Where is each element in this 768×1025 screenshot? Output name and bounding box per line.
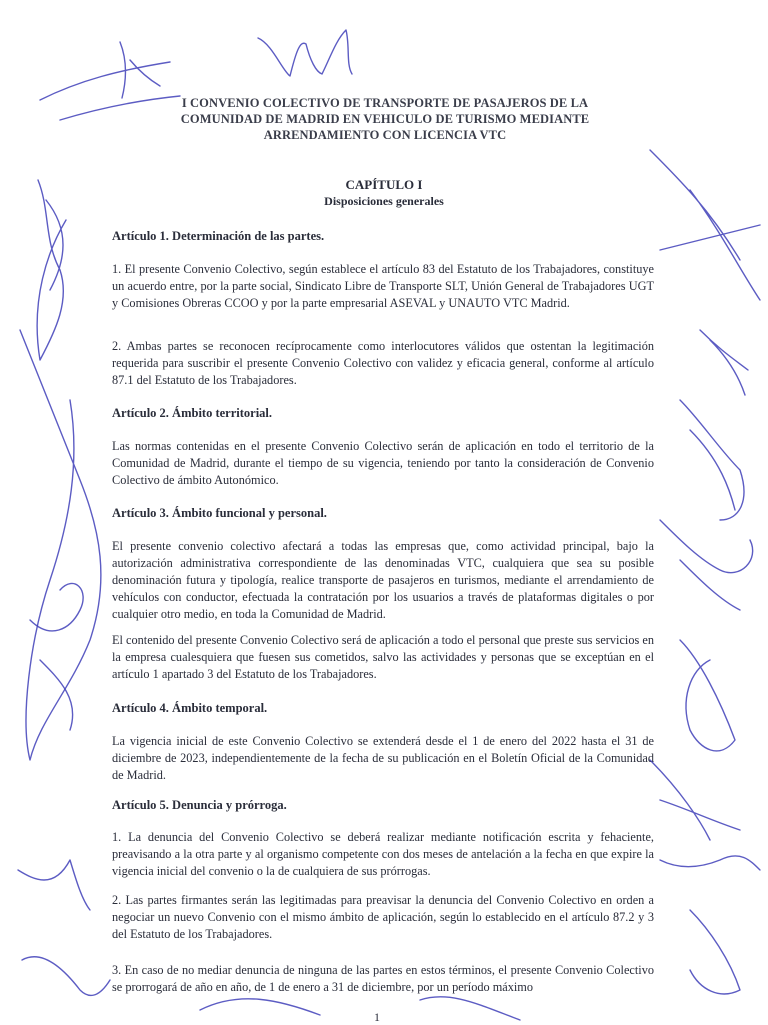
article-5-paragraph-3: 3. En caso de no mediar denuncia de ninguna de las partes en estos términos, el presente Convenio Colectivo se prorrogará de año en año, de 1 de enero a 31 de diciembre, por un período máximo <box>112 963 654 994</box>
signature-left-2 <box>20 330 101 760</box>
article-5-heading: Artículo 5. Denuncia y prórroga. <box>112 798 287 812</box>
signature-right-4 <box>660 520 753 610</box>
article-1-heading: Artículo 1. Determinación de las partes. <box>112 229 325 243</box>
article-3-paragraph-2: El contenido del presente Convenio Colectivo será de aplicación a todo el personal que preste sus servicios en la empresa cualesquiera que fuesen sus cometidos, salvo las actividades y personas que se exceptúan en el artículo 1 apartado 3 del Estatuto de los Trabajadores. <box>112 633 654 681</box>
article-2-heading: Artículo 2. Ámbito territorial. <box>112 406 273 420</box>
signature-bottom-1 <box>200 997 520 1020</box>
signature-right-8 <box>690 910 740 994</box>
article-3-paragraph-1: El presente convenio colectivo afectará a todas las empresas que, como actividad principal, bajo la autorización administrativa correspondiente de las denominadas VTC, cualquiera que sea su posible denominación futura y tipología, realice transporte de pasajeros en turismos, mediante el arrendamiento de vehículos con conductor, efectuada la contratación por los usuarios a través de plataformas digitales o por cualquier otro medio, en toda la Comunidad de Madrid. <box>112 539 654 621</box>
chapter-subtitle: Disposiciones generales <box>324 194 444 208</box>
article-4-paragraph-1: La vigencia inicial de este Convenio Colectivo se extenderá desde el 1 de enero del 2022 hasta el 31 de diciembre de 2023, independientemente de la fecha de su publicación en el Boletín Oficial de la Comunidad de Madrid. <box>112 734 654 782</box>
title-line: I CONVENIO COLECTIVO DE TRANSPORTE DE PASAJEROS DE LA <box>181 96 589 110</box>
title-line: COMUNIDAD DE MADRID EN VEHICULO DE TURISMO MEDIANTE <box>180 112 590 126</box>
signature-left-3 <box>30 583 83 730</box>
article-1-paragraph-1: 1. El presente Convenio Colectivo, según establece el artículo 83 del Estatuto de los Trabajadores, constituye un acuerdo entre, por la parte social, Sindicato Libre de Transporte SLT, Unión General de Trabajadores UGT y Comisiones Obreras CCOO y por la parte empresarial ASEVAL y UNAUTO VTC Madrid. <box>112 262 654 310</box>
article-1-paragraph-2: 2. Ambas partes se reconocen recíprocamente como interlocutores válidos que ostentan la legitimación requerida para suscribir el presente Convenio Colectivo con validez y eficacia general, conforme al artículo 87.1 del Estatuto de los Trabajadores. <box>112 339 654 387</box>
page-number: 1 <box>374 1010 380 1024</box>
title-line: ARRENDAMIENTO CON LICENCIA VTC <box>263 128 507 142</box>
signature-right-2 <box>700 330 748 395</box>
signature-top-center <box>258 30 352 76</box>
document-title <box>130 95 640 143</box>
signature-right-5 <box>680 640 735 751</box>
article-5-paragraph-1: 1. La denuncia del Convenio Colectivo se deberá realizar mediante notificación escrita y fehaciente, preavisando a la otra parte y al organismo competente con dos meses de antelación a la fecha en que expire la vigencia inicial del convenio o la de cualquiera de sus prórrogas. <box>112 830 654 878</box>
signature-right-1 <box>650 150 760 300</box>
signature-right-7 <box>660 856 760 870</box>
article-3-heading: Artículo 3. Ámbito funcional y personal. <box>112 506 327 520</box>
article-2-paragraph-1: Las normas contenidas en el presente Convenio Colectivo serán de aplicación en todo el territorio de la Comunidad de Madrid, durante el tiempo de su vigencia, teniendo por tanto la consideración de Convenio Colectivo de ámbito Autonómico. <box>112 439 654 487</box>
signature-left-4 <box>18 860 110 995</box>
signature-right-3 <box>680 400 744 520</box>
signature-left-1 <box>37 180 66 360</box>
signature-right-6 <box>650 760 740 840</box>
article-4-heading: Artículo 4. Ámbito temporal. <box>112 701 268 715</box>
article-5-paragraph-2: 2. Las partes firmantes serán las legitimadas para preavisar la denuncia del Convenio Colectivo en orden a negociar un nuevo Convenio con el mismo ámbito de aplicación, según lo establecido en el artículo 87.2 y 3 del Estatuto de los Trabajadores. <box>112 893 654 941</box>
chapter-title: CAPÍTULO I <box>345 177 423 192</box>
